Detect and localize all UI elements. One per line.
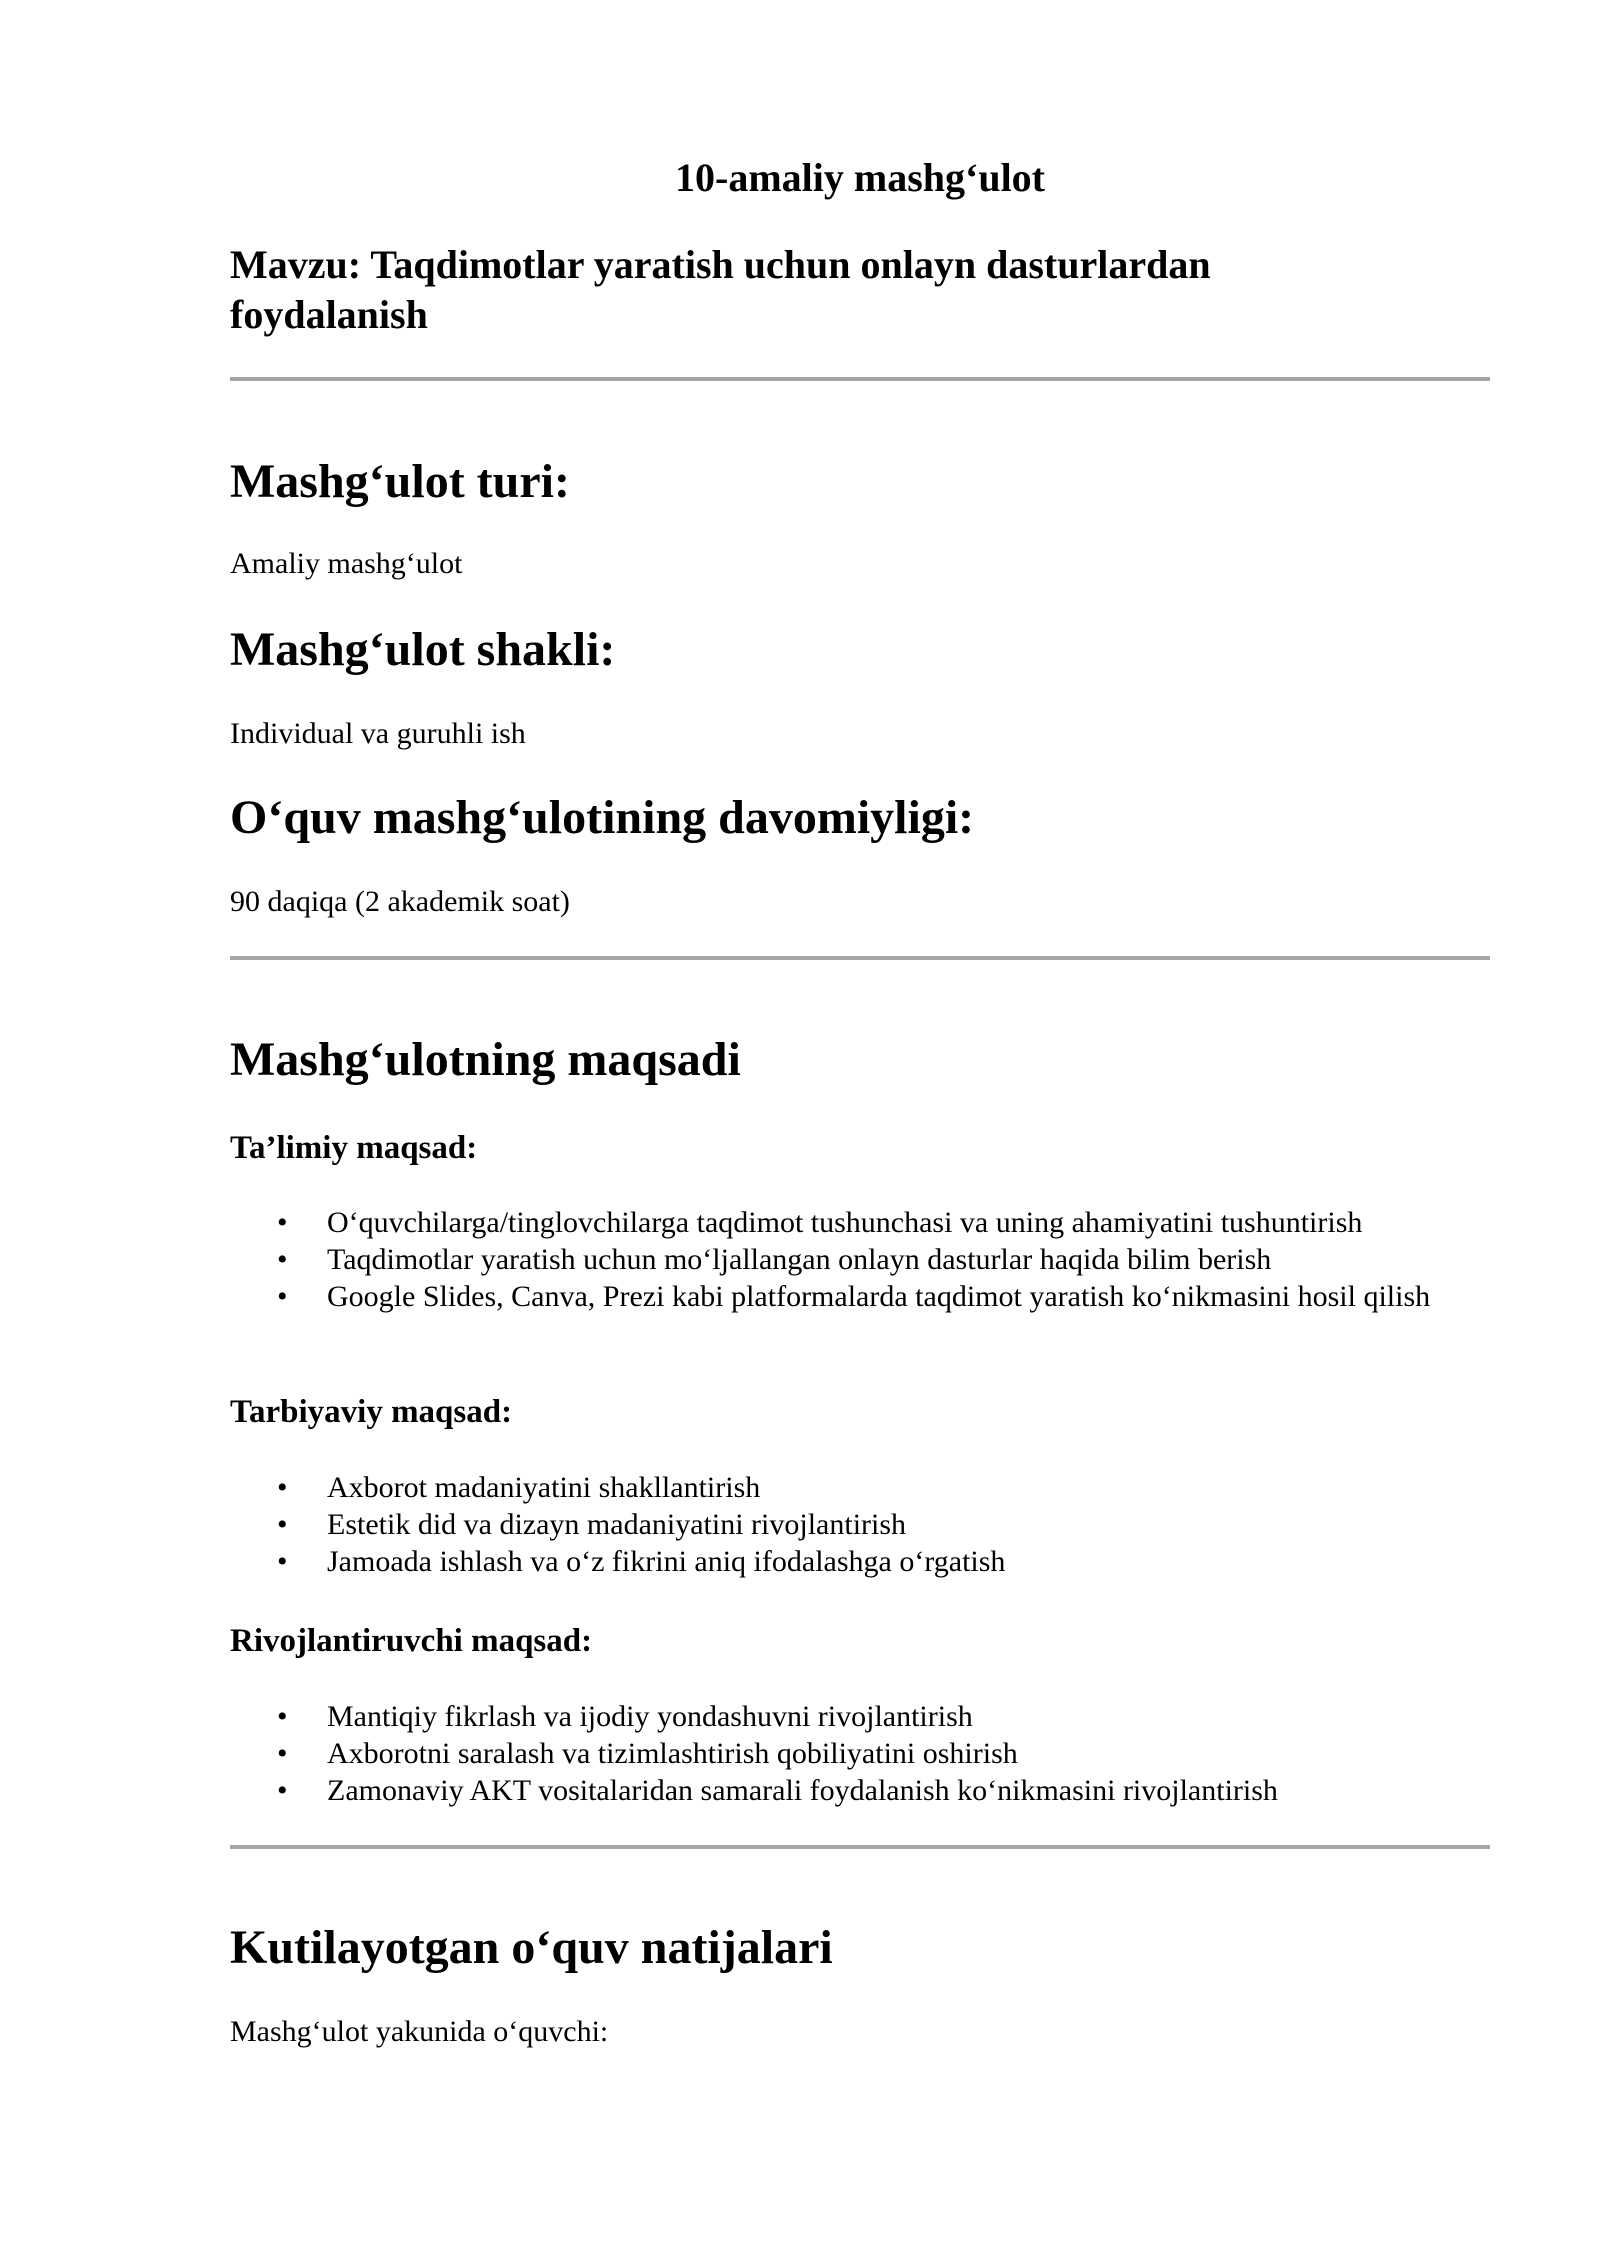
upbringing-goal-list	[230, 1469, 1490, 1580]
lesson-type-heading: Mashg‘ulot turi:	[230, 455, 570, 508]
outcomes-heading: Kutilayotgan o‘quv natijalari	[230, 1921, 833, 1974]
list-item: • Jamoada ishlash va o‘z fikrini aniq ifodalashga o‘rgatish	[277, 1545, 1006, 1578]
developmental-goal-list	[230, 1698, 1490, 1809]
educational-goal-list	[230, 1204, 1490, 1315]
lesson-duration-value: 90 daqiqa (2 akademik soat)	[230, 885, 570, 918]
list-item: • Taqdimotlar yaratish uchun mo‘ljallangan onlayn dasturlar haqida bilim berish	[277, 1243, 1272, 1276]
divider	[230, 1845, 1490, 1849]
bullet-icon: •	[277, 1774, 288, 1807]
developmental-goal-heading: Rivojlantiruvchi maqsad:	[230, 1623, 593, 1659]
bullet-icon: •	[277, 1243, 288, 1276]
bullet-icon: •	[277, 1280, 288, 1313]
list-item: • Axborot madaniyatini shakllantirish	[277, 1471, 761, 1504]
list-item: • Zamonaviy AKT vositalaridan samarali foydalanish ko‘nikmasini rivojlantirish	[277, 1774, 1278, 1807]
bullet-icon: •	[277, 1737, 288, 1770]
outcomes-intro: Mashg‘ulot yakunida o‘quvchi:	[230, 2015, 609, 2048]
upbringing-goal-heading: Tarbiyaviy maqsad:	[230, 1394, 513, 1430]
lesson-form-heading: Mashg‘ulot shakli:	[230, 623, 616, 676]
bullet-icon: •	[277, 1471, 288, 1504]
list-item: • Axborotni saralash va tizimlashtirish qobiliyatini oshirish	[277, 1737, 1018, 1770]
document-title: 10-amaliy mashg‘ulot	[675, 155, 1045, 200]
list-item: • O‘quvchilarga/tinglovchilarga taqdimot tushunchasi va uning ahamiyatini tushuntirish	[277, 1206, 1363, 1239]
bullet-icon: •	[277, 1508, 288, 1541]
list-item: • Mantiqiy fikrlash va ijodiy yondashuvni rivojlantirish	[277, 1700, 973, 1733]
list-item: • Estetik did va dizayn madaniyatini rivojlantirish	[277, 1508, 907, 1541]
topic-heading: Mavzu: Taqdimotlar yaratish uchun onlayn dasturlardan foydalanish	[230, 242, 1211, 337]
educational-goal-heading: Ta’limiy maqsad:	[230, 1130, 478, 1166]
divider	[230, 377, 1490, 381]
bullet-icon: •	[277, 1545, 288, 1578]
bullet-icon: •	[277, 1206, 288, 1239]
goals-heading: Mashg‘ulotning maqsadi	[230, 1033, 741, 1086]
lesson-duration-heading: O‘quv mashg‘ulotining davomiyligi:	[230, 791, 975, 844]
lesson-form-value: Individual va guruhli ish	[230, 717, 526, 750]
bullet-icon: •	[277, 1700, 288, 1733]
list-item: • Google Slides, Canva, Prezi kabi platformalarda taqdimot yaratish ko‘nikmasini hosil qilish	[277, 1280, 1431, 1313]
lesson-type-value: Amaliy mashg‘ulot	[230, 547, 463, 580]
divider	[230, 956, 1490, 960]
